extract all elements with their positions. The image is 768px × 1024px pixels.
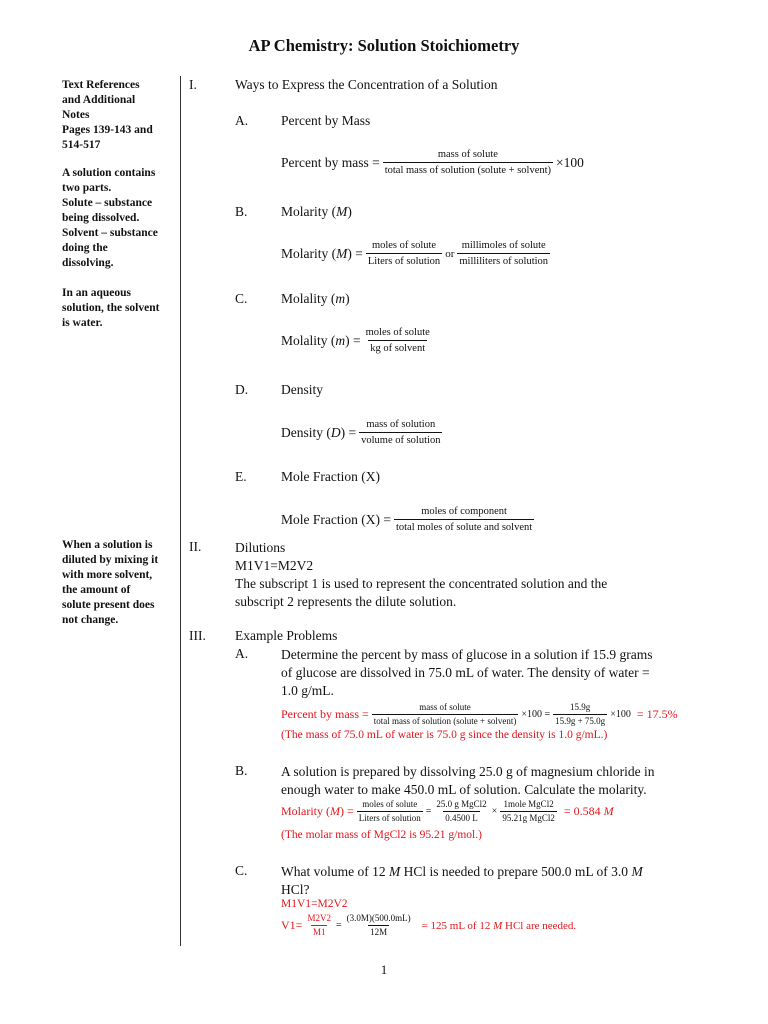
molarity-heading	[281, 204, 352, 220]
symbol: D	[330, 424, 341, 440]
equals: =	[425, 806, 432, 817]
sidebar-line: with more solvent,	[62, 569, 153, 581]
dilutions-block	[235, 539, 705, 611]
symbol: M	[493, 919, 503, 932]
result	[422, 920, 577, 932]
sidebar-text-references	[62, 78, 174, 153]
question-line: Determine the percent by mass of glucose in a solution if 15.9 grams	[281, 647, 653, 662]
example-c-question	[281, 863, 721, 899]
symbol: M	[631, 864, 643, 879]
fraction	[500, 799, 557, 824]
dilutions-heading: Dilutions	[235, 540, 286, 555]
sidebar-aqueous-note	[62, 286, 174, 331]
sidebar-line: being dissolved.	[62, 212, 140, 224]
equation-lhs: Density (	[281, 424, 331, 440]
molality-equation	[281, 326, 435, 355]
sidebar-line: the amount of	[62, 584, 131, 596]
sidebar-line: and Additional	[62, 94, 136, 106]
molality-heading	[281, 291, 350, 307]
multiplier: ×100 =	[521, 709, 551, 720]
item-letter: E.	[235, 469, 247, 484]
sidebar-dilution-note	[62, 538, 174, 628]
fraction	[305, 913, 333, 938]
equation-lhs: ) =	[340, 424, 357, 440]
question-line: 1.0 g/mL.	[281, 683, 334, 698]
result-unit: M	[603, 804, 614, 818]
denominator: 15.9g + 75.0g	[555, 716, 606, 726]
symbol: M	[336, 245, 348, 261]
equation-lhs: ) =	[340, 804, 354, 818]
sidebar-line: Notes	[62, 109, 90, 121]
numerator: millimoles of solute	[461, 240, 546, 251]
equation-lhs: Molarity (	[281, 804, 330, 818]
example-b-solution	[281, 799, 614, 824]
question-line: A solution is prepared by dissolving 25.0 g of magnesium chloride in	[281, 764, 655, 779]
times: ×	[491, 806, 498, 817]
item-letter: C.	[235, 291, 248, 306]
question-text: What volume of 12	[281, 864, 389, 879]
section-2-numeral: II.	[189, 539, 202, 554]
item-letter: C.	[235, 863, 248, 878]
mole-fraction-heading: Mole Fraction (X)	[281, 469, 380, 484]
section-3-numeral: III.	[189, 628, 206, 643]
numerator: moles of solute	[371, 240, 437, 251]
example-a-note: (The mass of 75.0 mL of water is 75.0 g since the density is 1.0 g/mL.)	[281, 729, 608, 741]
result-text: = 125 mL of 12	[421, 919, 494, 932]
example-c-formula: M1V1=M2V2	[281, 898, 348, 910]
dilution-formula: M1V1=M2V2	[235, 558, 314, 573]
sidebar-line: solution, the solvent	[62, 302, 160, 314]
symbol: m	[335, 291, 346, 306]
sidebar-line: 514-517	[62, 139, 101, 151]
multiplier: ×100	[556, 154, 584, 170]
heading-text: )	[347, 204, 352, 219]
equation-lhs: V1=	[281, 918, 303, 932]
fraction	[357, 799, 423, 824]
equation-lhs: ) =	[347, 245, 363, 261]
heading-text: Molarity (	[281, 204, 337, 219]
question-line: HCl?	[281, 882, 310, 897]
multiplier: ×100	[610, 709, 631, 720]
section-3-heading: Example Problems	[235, 628, 338, 643]
sidebar-line: Text References	[62, 79, 140, 91]
item-letter: B.	[235, 763, 248, 778]
numerator: M2V2	[307, 913, 331, 923]
equation-lhs: ) =	[345, 332, 361, 348]
denominator: kg of solvent	[368, 340, 427, 355]
denominator: milliliters of solution	[457, 253, 550, 268]
denominator: M1	[312, 927, 326, 937]
page-title: AP Chemistry: Solution Stoichiometry	[248, 36, 520, 55]
example-b-note: (The molar mass of MgCl2 is 95.21 g/mol.)	[281, 829, 482, 841]
dilution-text: subscript 2 represents the dilute solution.	[235, 594, 457, 609]
equation-lhs: Molality (	[281, 332, 336, 348]
numerator: moles of solute	[362, 799, 418, 809]
result-text: HCl are needed.	[502, 919, 577, 932]
denominator: total mass of solution (solute + solvent)	[383, 162, 553, 177]
denominator: total mass of solution (solute + solvent)	[373, 716, 517, 726]
denominator: total moles of solute and solvent	[394, 519, 534, 534]
fraction	[383, 148, 553, 177]
or-text: or	[445, 247, 455, 260]
result: = 0.584	[563, 804, 601, 818]
example-b-question	[281, 763, 721, 799]
result: = 17.5%	[636, 707, 678, 721]
fraction	[457, 239, 550, 268]
section-1-numeral: I.	[189, 77, 197, 92]
numerator: mass of solution	[366, 419, 436, 430]
denominator: Liters of solution	[358, 813, 421, 823]
page-number: 1	[380, 962, 388, 977]
question-line	[281, 863, 721, 881]
symbol: m	[335, 332, 346, 348]
denominator: volume of solution	[359, 432, 442, 447]
denominator: Liters of solution	[366, 253, 442, 268]
question-line: enough water to make 450.0 mL of solution. Calculate the molarity.	[281, 782, 647, 797]
numerator: 25.0 g MgCl2	[436, 799, 487, 809]
question-line: of glucose are dissolved in 75.0 mL of water. The density of water =	[281, 665, 650, 680]
question-text: HCl is needed to prepare 500.0 mL of 3.0	[400, 864, 632, 879]
item-letter: A.	[235, 646, 249, 661]
fraction	[394, 505, 534, 534]
sidebar-line: not change.	[62, 614, 119, 626]
item-letter: D.	[235, 382, 249, 397]
sidebar-line: two parts.	[62, 182, 112, 194]
numerator: (3.0M)(500.0mL)	[346, 913, 411, 923]
symbol: M	[330, 804, 340, 818]
numerator: moles of component	[421, 506, 507, 517]
sidebar-line: Solvent – substance	[62, 227, 158, 239]
numerator: 15.9g	[570, 702, 591, 712]
symbol: M	[388, 864, 401, 879]
equation-lhs: Percent by mass =	[281, 707, 369, 721]
vertical-divider	[180, 76, 181, 946]
sidebar-line: diluted by mixing it	[62, 554, 159, 566]
sidebar-line: When a solution is	[62, 539, 153, 551]
density-heading: Density	[281, 382, 323, 397]
symbol: M	[336, 204, 348, 219]
equation-lhs: Molarity (	[281, 245, 337, 261]
sidebar-line: Solute – substance	[62, 197, 153, 209]
sidebar-line: A solution contains	[62, 167, 156, 179]
equals: =	[335, 920, 342, 931]
dilution-text: The subscript 1 is used to represent the concentrated solution and the	[235, 576, 608, 591]
example-a-solution	[281, 702, 678, 727]
item-letter: B.	[235, 204, 248, 219]
mole-fraction-equation	[281, 505, 537, 534]
example-a-question	[281, 646, 721, 700]
fraction	[434, 799, 488, 824]
example-c-solution	[281, 913, 576, 938]
fraction	[366, 239, 442, 268]
heading-text: Molality (	[281, 291, 336, 306]
sidebar-solution-parts	[62, 166, 174, 271]
sidebar-line: In an aqueous	[62, 287, 132, 299]
numerator: moles of solute	[365, 327, 430, 338]
numerator: 1mole MgCl2	[503, 799, 554, 809]
section-1-heading: Ways to Express the Concentration of a Solution	[235, 77, 498, 92]
sidebar-line: Pages 139-143 and	[62, 124, 153, 136]
fraction	[364, 326, 432, 355]
numerator: mass of solute	[419, 702, 471, 712]
numerator: mass of solute	[437, 149, 498, 160]
fraction	[553, 702, 607, 727]
fraction	[372, 702, 519, 727]
density-equation	[281, 418, 445, 447]
sidebar-line: doing the	[62, 242, 108, 254]
item-letter: A.	[235, 113, 249, 128]
equation-lhs: Percent by mass =	[281, 154, 380, 170]
heading-text: )	[345, 291, 350, 306]
equation-lhs: Mole Fraction (X) =	[281, 511, 391, 527]
denominator: 0.4500 L	[445, 813, 478, 823]
denominator: 95.21g MgCl2	[502, 813, 555, 823]
percent-by-mass-equation	[281, 148, 584, 177]
sidebar-line: solute present does	[62, 599, 155, 611]
denominator: 12M	[370, 927, 388, 937]
molarity-equation	[281, 239, 553, 268]
percent-by-mass-heading: Percent by Mass	[281, 113, 371, 128]
sidebar-line: is water.	[62, 317, 103, 329]
fraction	[345, 913, 413, 938]
sidebar-line: dissolving.	[62, 257, 114, 269]
fraction	[359, 418, 442, 447]
